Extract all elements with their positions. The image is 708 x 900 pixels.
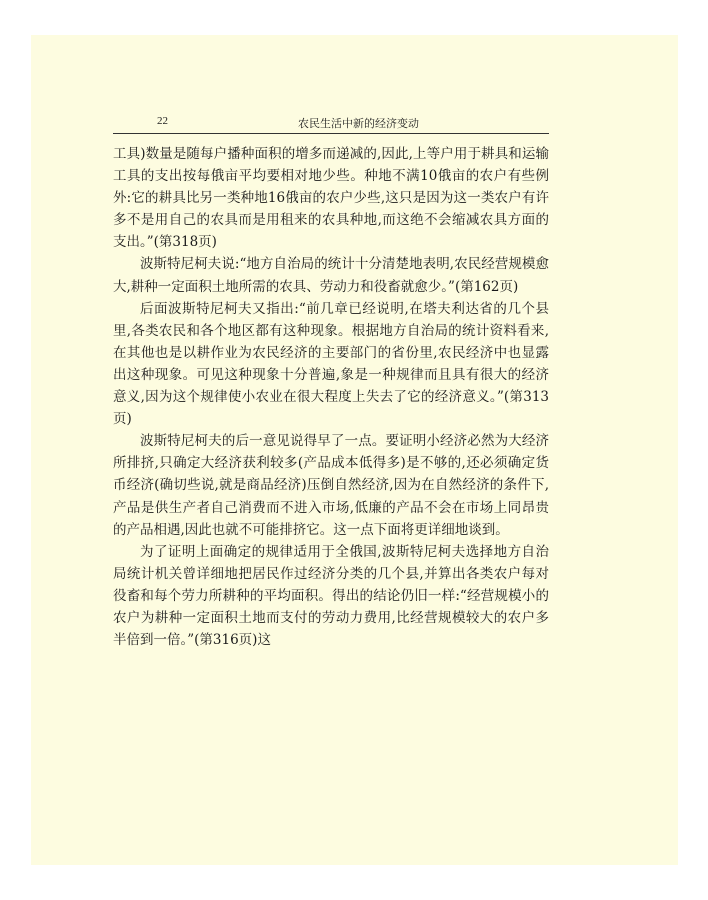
paragraph: 波斯特尼柯夫的后一意见说得早了一点。要证明小经济必然为大经济所排挤,只确定大经济获利较多(产品成本低得多)是不够的,还必须确定货币经济(确切些说,就是商品经济)压倒自然经济,因为在自然经济的条件下,产品是供生产者自己消费而不进入市场,低廉的产品不会在市场上同昂贵的产品相遇,因此也就不可能排挤它。这一点下面将更详细地谈到。 [113, 433, 549, 538]
header-rule [113, 133, 549, 134]
running-title: 农民生活中新的经济变动 [298, 117, 419, 130]
paragraph: 后面波斯特尼柯夫又指出:“前几章已经说明,在塔夫利达省的几个县里,各类农民和各个地区都有这种现象。根据地方自治局的统计资料看来,在其他也是以耕作业为农民经济的主要部门的省份里,农民经济中也显露出这种现象。可见这种现象十分普遍,象是一种规律而且具有很大的经济意义,因为这个规律使小农业在很大程度上失去了它的经济意义。”(第313页) [113, 300, 549, 428]
page-number: 22 [157, 115, 168, 127]
paragraph: 波斯特尼柯夫说:“地方自治局的统计十分清楚地表明,农民经营规模愈大,耕种一定面积土地所需的农具、劳动力和役畜就愈少。”(第162页) [113, 256, 549, 295]
paragraph-continued: 工具)数量是随每户播种面积的增多而递减的,因此,上等户用于耕具和运输工具的支出按每俄亩平均要相对地少些。种地不满10俄亩的农户有些例外:它的耕具比另一类种地16俄亩的农户少些,这只是因为这一类农户有许多不是用自己的农具而是用租来的农具种地,而这绝不会缩减农具方面的支出。”(第318页) [113, 146, 549, 251]
body-text [113, 143, 549, 651]
page-header [113, 111, 549, 131]
paragraph: 为了证明上面确定的规律适用于全俄国,波斯特尼柯夫选择地方自治局统计机关曾详细地把居民作过经济分类的几个县,并算出各类农户每对役畜和每个劳力所耕种的平均面积。得出的结论仍旧一样:“经营规模小的农户为耕种一定面积土地而支付的劳动力费用,比经营规模较大的农户多半倍到一倍。”(第316页)这 [113, 543, 549, 649]
